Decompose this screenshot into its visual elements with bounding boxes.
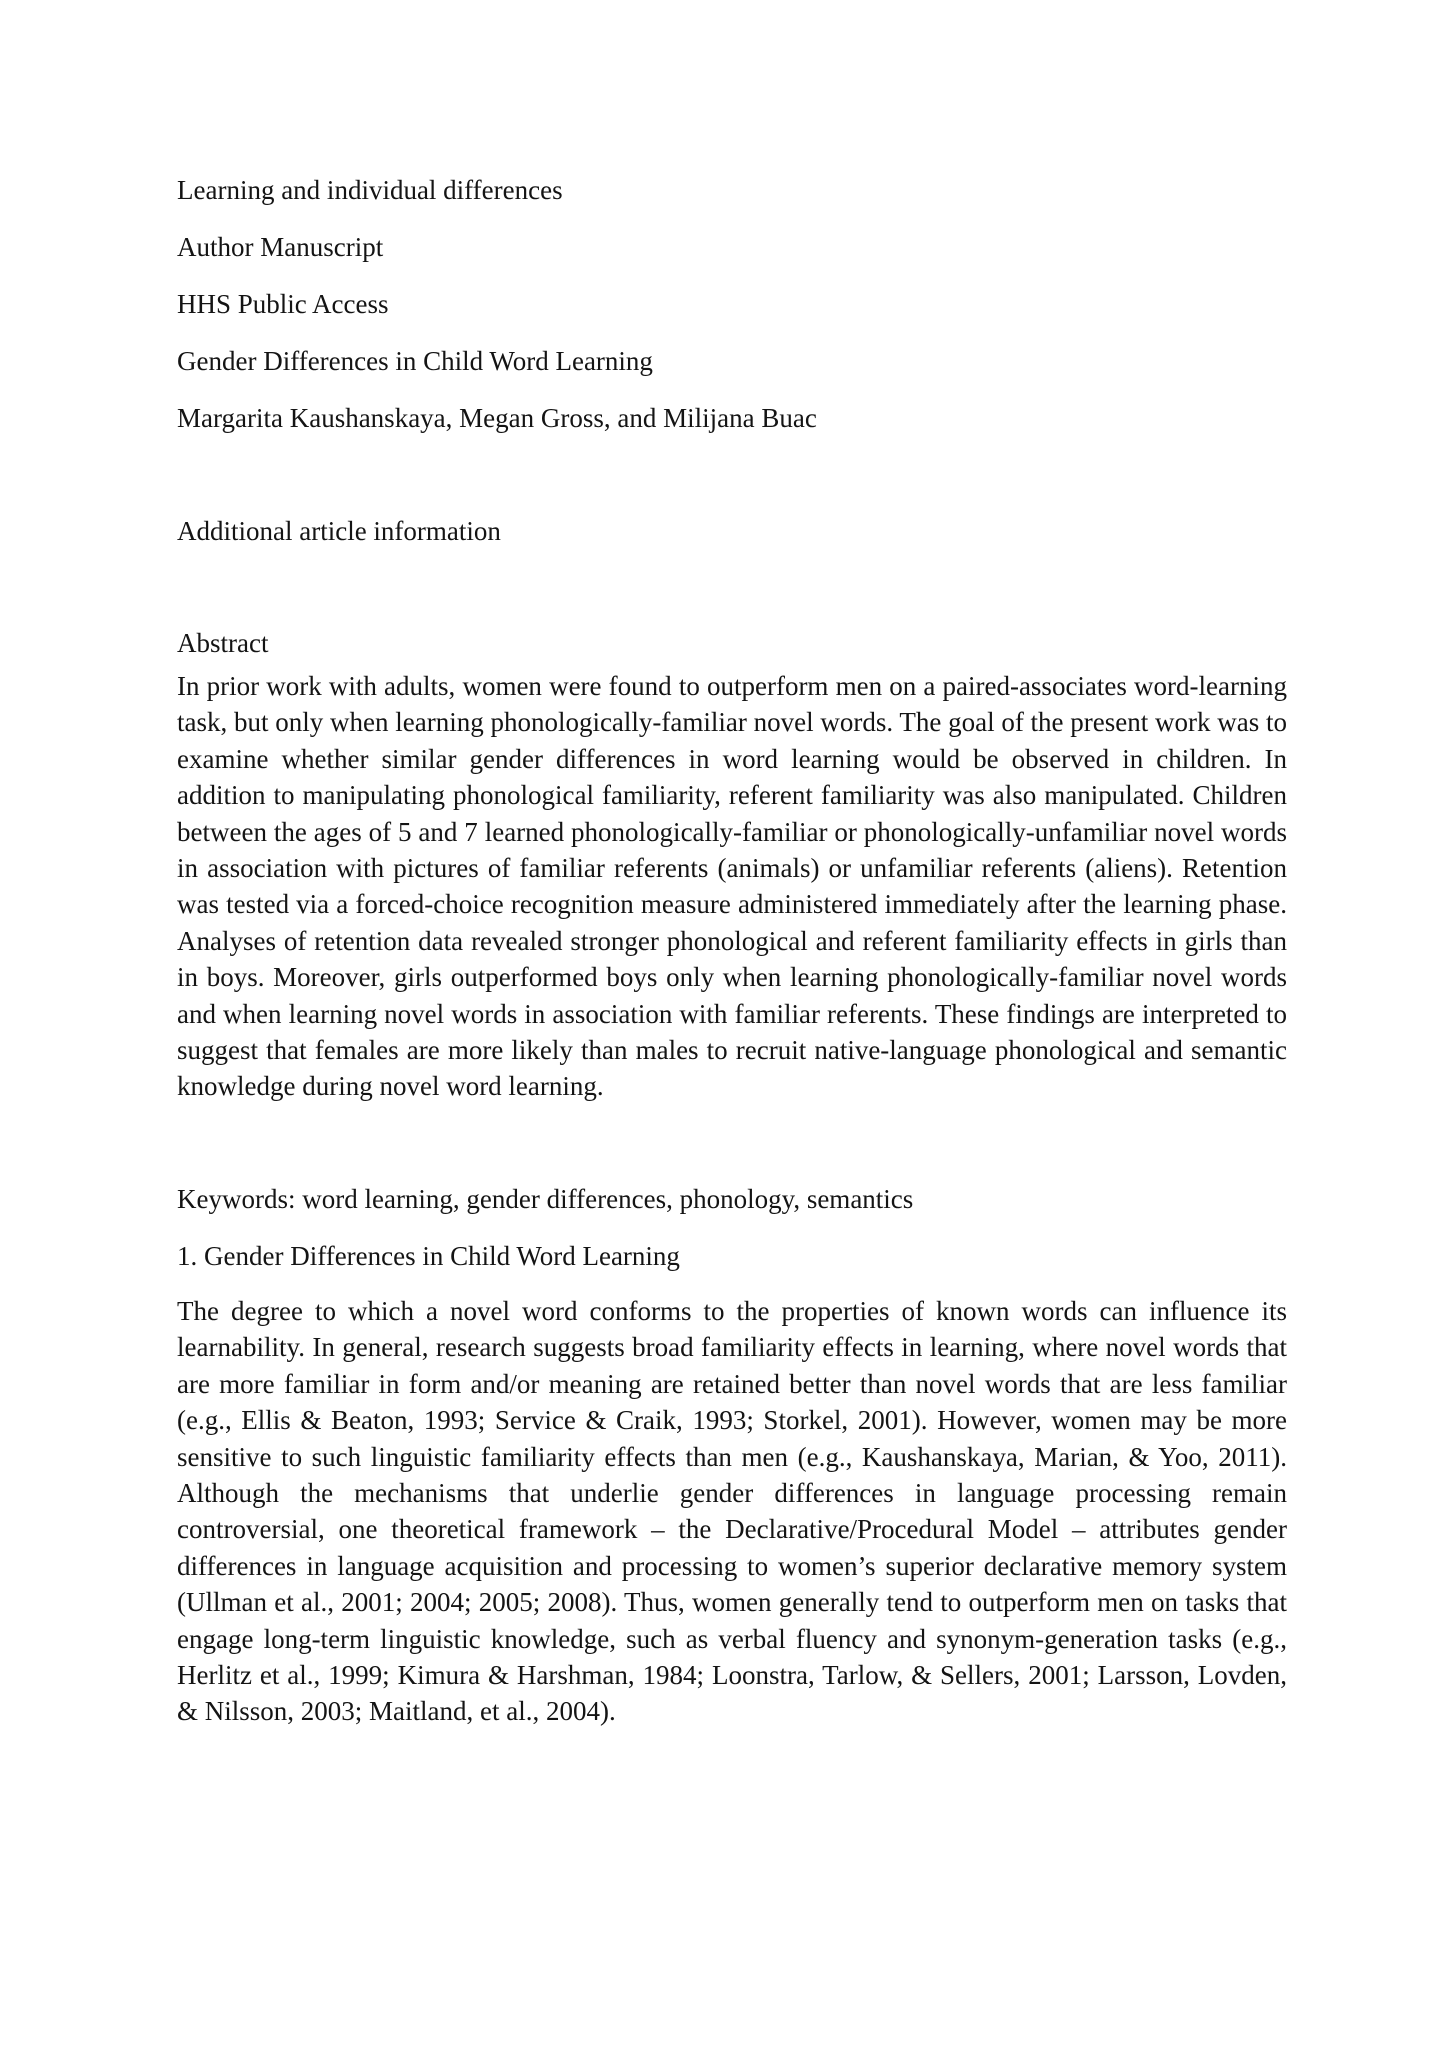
document-body — [177, 172, 1287, 1730]
section-heading: 1. Gender Differences in Child Word Learning — [177, 1240, 680, 1271]
article-header — [177, 172, 1287, 437]
abstract-text: In prior work with adults, women were found to outperform men on a paired-associates word-learning task, but only when learning phonologically-familiar novel words. The goal of the present work was to examine whether similar gender differences in word learning would be observed in children. In addition to manipulating phonological familiarity, referent familiarity was also manipulated. Children between the ages of 5 and 7 learned phonologically-familiar or phonologically-unfamiliar novel words in association with pictures of familiar referents (animals) or unfamiliar referents (aliens). Retention was tested via a forced-choice recognition measure administered immediately after the learning phase. Analyses of retention data revealed stronger phonological and referent familiarity effects in girls than in boys. Moreover, girls outperformed boys only when learning phonologically-familiar novel words and when learning novel words in association with familiar referents. These findings are interpreted to suggest that females are more likely than males to recruit native-language phonological and semantic knowledge during novel word learning. — [177, 671, 1287, 1102]
access-label: HHS Public Access — [177, 289, 389, 319]
additional-info-link[interactable]: Additional article information — [177, 516, 501, 546]
author-list: Margarita Kaushanskaya, Megan Gross, and Milijana Buac — [177, 403, 817, 433]
keywords: Keywords: word learning, gender differences, phonology, semantics — [177, 1183, 914, 1214]
manuscript-label: Author Manuscript — [177, 232, 384, 262]
article-title: Gender Differences in Child Word Learning — [177, 346, 653, 376]
journal-name: Learning and individual differences — [177, 175, 563, 205]
abstract-heading: Abstract — [177, 628, 269, 658]
section-paragraph: The degree to which a novel word conforms to the properties of known words can influence its learnability. In general, research suggests broad familiarity effects in learning, where novel words that are more familiar in form and/or meaning are retained better than novel words that are less familiar (e.g., Ellis & Beaton, 1993; Service & Craik, 1993; Storkel, 2001). However, women may be more sensitive to such linguistic familiarity effects than men (e.g., Kaushanskaya, Marian, & Yoo, 2011). Although the mechanisms that underlie gender differences in language processing remain controversial, one theoretical framework – the Declarative/Procedural Model – attributes gender differences in language acquisition and processing to women’s superior declarative memory system (Ullman et al., 2001; 2004; 2005; 2008). Thus, women generally tend to outperform men on tasks that engage long-term linguistic knowledge, such as verbal fluency and synonym-generation tasks (e.g., Herlitz et al., 1999; Kimura & Harshman, 1984; Loonstra, Tarlow, & Sellers, 2001; Larsson, Lovden, & Nilsson, 2003; Maitland, et al., 2004). — [177, 1295, 1287, 1727]
